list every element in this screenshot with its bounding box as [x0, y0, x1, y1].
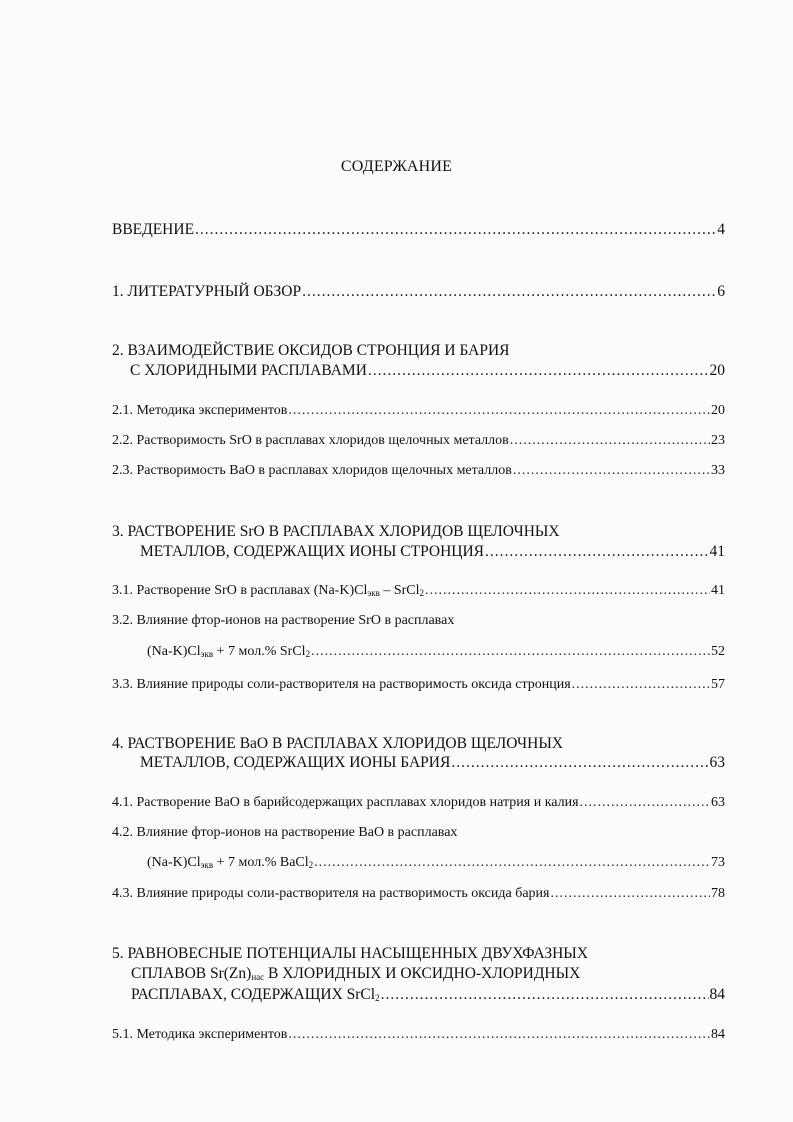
subscript: 2: [305, 649, 311, 659]
toc-page-number: 41: [711, 583, 725, 598]
toc-page-number: 52: [711, 644, 725, 659]
label-mid: + 7 мол.% BaCl: [213, 855, 309, 870]
label-prefix: 3.1. Растворение SrO в расплавах (Na-K)Cl: [112, 583, 368, 598]
toc-label: С ХЛОРИДНЫМИ РАСПЛАВАМИ: [130, 362, 367, 379]
toc-page-number: 6: [717, 283, 725, 300]
toc-section-3-2-line1[interactable]: 3.2. Влияние фтор-ионов на растворение SrO в расплавах: [112, 613, 455, 628]
subscript: экв: [367, 588, 380, 598]
toc-label: ВВЕДЕНИЕ: [112, 221, 195, 238]
toc-label: 4.1. Растворение BaO в барийсодержащих расплавах хлоридов натрия и калия: [112, 795, 579, 810]
page-title: СОДЕРЖАНИЕ: [340, 158, 453, 175]
toc-label: 1. ЛИТЕРАТУРНЫЙ ОБЗОР: [112, 283, 302, 300]
toc-entry-chapter-5[interactable]: [131, 985, 725, 1005]
toc-label: МЕТАЛЛОВ, СОДЕРЖАЩИХ ИОНЫ БАРИЯ: [140, 754, 451, 771]
leader-dots: [513, 461, 710, 481]
toc-page-number: 73: [711, 855, 725, 870]
subscript: 2: [419, 588, 425, 598]
toc-section-4-2-line1[interactable]: 4.2. Влияние фтор-ионов на растворение BaO в расплавах: [112, 825, 458, 840]
toc-entry-intro[interactable]: [112, 220, 725, 240]
toc-entry-chapter-2[interactable]: [130, 361, 725, 381]
toc-entry-section-3-2[interactable]: [147, 642, 725, 662]
toc-entry-chapter-1[interactable]: [112, 282, 725, 302]
toc-chapter-5-line2[interactable]: [131, 964, 580, 984]
toc-label: [147, 642, 310, 662]
toc-entry-section-2-1[interactable]: [112, 401, 725, 421]
toc-label: 2.3. Растворимость BaO в расплавах хлоридов щелочных металлов: [112, 463, 512, 478]
leader-dots: [510, 431, 710, 451]
toc-entry-section-4-3[interactable]: [112, 884, 725, 904]
toc-label: 4.3. Влияние природы соли-растворителя на растворимость оксида бария: [112, 886, 550, 901]
label-prefix: (Na-K)Cl: [147, 855, 201, 870]
toc-entry-section-3-1[interactable]: [112, 581, 725, 601]
toc-page-number: 33: [711, 463, 725, 478]
label-mid: + 7 мол.% SrCl: [213, 644, 306, 659]
leader-dots: [381, 985, 709, 1005]
toc-entry-chapter-3[interactable]: [140, 542, 725, 562]
leader-dots: [551, 884, 711, 904]
label-prefix: СПЛАВОВ Sr(Zn): [131, 965, 252, 982]
toc-chapter-3-line1[interactable]: 3. РАСТВОРЕНИЕ SrO В РАСПЛАВАХ ХЛОРИДОВ ЩЕЛОЧНЫХ: [112, 523, 560, 540]
toc-label: 2.1. Методика экспериментов: [112, 403, 288, 418]
toc-entry-section-2-3[interactable]: [112, 461, 725, 481]
toc-page-number: 20: [711, 403, 725, 418]
toc-label: [112, 581, 424, 601]
leader-dots: [311, 642, 710, 662]
toc-page-number: 78: [711, 886, 725, 901]
subscript: экв: [200, 860, 214, 870]
label-prefix: (Na-K)Cl: [147, 644, 201, 659]
leader-dots: [288, 1025, 710, 1045]
toc-label: 2.2. Растворимость SrO в расплавах хлоридов щелочных металлов: [112, 433, 509, 448]
leader-dots: [302, 282, 716, 302]
leader-dots: [368, 361, 709, 381]
toc-chapter-2-line1[interactable]: 2. ВЗАИМОДЕЙСТВИЕ ОКСИДОВ СТРОНЦИЯ И БАРИЯ: [112, 342, 510, 359]
label-mid: – SrCl: [379, 583, 420, 598]
toc-page-number: 63: [711, 795, 725, 810]
toc-chapter-4-line1[interactable]: 4. РАСТВОРЕНИЕ BaO В РАСПЛАВАХ ХЛОРИДОВ ЩЕЛОЧНЫХ: [112, 735, 564, 752]
label-suffix: В ХЛОРИДНЫХ И ОКСИДНО-ХЛОРИДНЫХ: [264, 965, 581, 982]
leader-dots: [580, 793, 710, 813]
toc-page-number: 84: [711, 1027, 725, 1042]
toc-label: [147, 853, 313, 873]
toc-page-number: 23: [711, 433, 725, 448]
toc-label: [131, 985, 380, 1005]
toc-label: 3.3. Влияние природы соли-растворителя на растворимость оксида стронция: [112, 677, 571, 692]
toc-page-number: 63: [709, 754, 725, 771]
leader-dots: [451, 753, 708, 773]
toc-entry-section-2-2[interactable]: [112, 431, 725, 451]
leader-dots: [195, 220, 716, 240]
subscript: экв: [200, 649, 214, 659]
leader-dots: [572, 675, 710, 695]
toc-page-number: 84: [709, 986, 725, 1003]
leader-dots: [485, 542, 708, 562]
label-prefix: РАСПЛАВАХ, СОДЕРЖАЩИХ SrCl: [131, 986, 376, 1003]
leader-dots: [288, 401, 710, 421]
subscript: 2: [308, 860, 314, 870]
toc-page-number: 4: [717, 221, 725, 238]
toc-page-number: 20: [709, 362, 725, 379]
toc-label: МЕТАЛЛОВ, СОДЕРЖАЩИХ ИОНЫ СТРОНЦИЯ: [140, 543, 485, 560]
toc-entry-section-4-1[interactable]: [112, 793, 725, 813]
leader-dots: [425, 581, 710, 601]
toc-entry-chapter-4[interactable]: [140, 753, 725, 773]
toc-entry-section-3-3[interactable]: [112, 675, 725, 695]
toc-page-number: 41: [709, 543, 725, 560]
subscript: 2: [375, 993, 380, 1003]
toc-entry-section-5-1[interactable]: [112, 1025, 725, 1045]
toc-page-number: 57: [711, 677, 725, 692]
toc-label: 5.1. Методика экспериментов: [112, 1027, 288, 1042]
subscript: нас: [251, 972, 265, 982]
leader-dots: [314, 853, 710, 873]
toc-chapter-5-line1[interactable]: 5. РАВНОВЕСНЫЕ ПОТЕНЦИАЛЫ НАСЫЩЕННЫХ ДВУХФАЗНЫХ: [112, 945, 589, 962]
toc-entry-section-4-2[interactable]: [147, 853, 725, 873]
